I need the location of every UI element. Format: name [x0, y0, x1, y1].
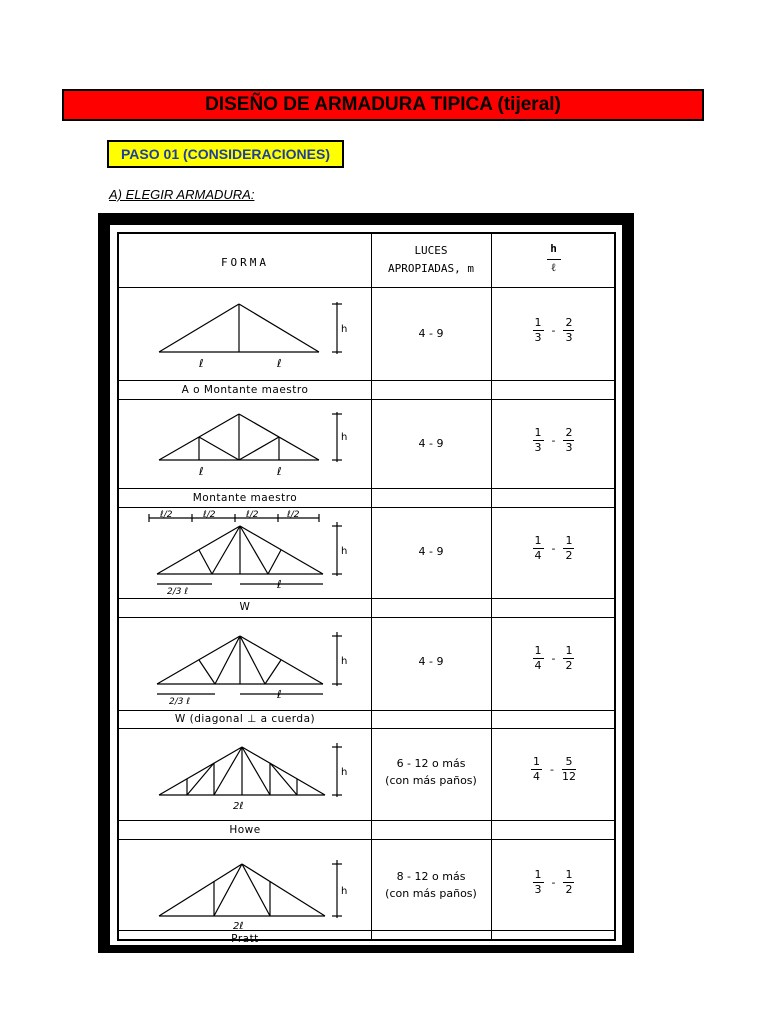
header-luces: LUCES	[414, 244, 448, 257]
truss-a-montante-maestro-drawing	[119, 288, 371, 380]
header-apropiadas: APROPIADAS, m	[387, 262, 475, 275]
luces-value: 4 - 9	[418, 655, 444, 668]
ratio-den: 4	[534, 659, 542, 672]
row-divider	[119, 380, 614, 381]
truss-name: Montante maestro	[192, 492, 298, 504]
ratio-num: 1	[565, 534, 573, 547]
ratio-den: 12	[561, 770, 576, 783]
truss-name: W	[239, 601, 251, 613]
ratio-num: 1	[533, 755, 540, 768]
luces-value: 4 - 9	[418, 437, 444, 450]
truss-name: Howe	[229, 824, 261, 836]
dim-l-label: ℓ	[277, 465, 282, 478]
ratio-num: 2	[565, 426, 573, 439]
ratio-num: 5	[562, 755, 576, 770]
dim-half-l-label: ℓ/2	[160, 510, 173, 520]
header-ratio-l: ℓ	[550, 261, 557, 274]
ratio-num: 1	[565, 644, 573, 657]
luces-value: 4 - 9	[418, 545, 444, 558]
truss-pratt-drawing	[119, 840, 371, 930]
row-divider	[119, 598, 614, 599]
dim-half-l-label: ℓ/2	[203, 510, 216, 520]
dim-two-l-label: 2ℓ	[233, 801, 244, 812]
ratio-range: $\frac{1}{4}$ - $\frac{1}{2}$	[534, 534, 573, 562]
ratio-num: 1	[534, 316, 542, 329]
ratio-num: 1	[534, 426, 542, 439]
truss-howe-drawing	[119, 729, 371, 821]
luces-value: 4 - 9	[418, 327, 444, 340]
luces-value: 8 - 12 o más	[396, 870, 466, 883]
dim-l-label: ℓ	[199, 465, 204, 478]
ratio-num: 1	[534, 534, 542, 547]
ratio-num: 1	[534, 868, 542, 881]
ratio-num: 1	[565, 868, 573, 881]
ratio-range: $\frac{1}{3}$ - $\frac{1}{2}$	[534, 868, 573, 896]
ratio-den: 2	[565, 549, 573, 562]
row-divider	[119, 710, 614, 711]
truss-w-diagonal-drawing	[119, 618, 371, 710]
row-divider	[119, 488, 614, 489]
dim-l-label: ℓ	[199, 357, 204, 370]
header-ratio-bar	[547, 259, 561, 260]
ratio-den: 2	[565, 659, 573, 672]
truss-w-drawing	[119, 508, 371, 598]
step-label: PASO 01 (CONSIDERACIONES)	[121, 146, 330, 162]
truss-name: A o Montante maestro	[181, 384, 309, 396]
truss-name: W (diagonal ⊥ a cuerda)	[174, 713, 316, 725]
dim-half-l-label: ℓ/2	[246, 510, 259, 520]
scan-paper	[110, 225, 622, 945]
subheading: A) ELEGIR ARMADURA:	[109, 187, 255, 202]
dim-two-thirds-l-label: 2/3 ℓ	[167, 587, 189, 597]
truss-name: Pratt	[231, 933, 259, 945]
luces-note: (con más paños)	[385, 774, 477, 787]
dim-h-label: h	[341, 432, 348, 443]
truss-table	[117, 232, 616, 945]
dim-two-l-label: 2ℓ	[233, 921, 244, 930]
page-title: DISEÑO DE ARMADURA TIPICA (tijeral)	[205, 94, 561, 115]
dim-l-label: ℓ	[277, 357, 282, 370]
ratio-range: $\frac{1}{3}$ - $\frac{2}{3}$	[534, 426, 573, 454]
dim-h-label: h	[341, 546, 348, 557]
ratio-den: 4	[534, 549, 542, 562]
step-box	[107, 140, 344, 168]
ratio-den: 3	[534, 331, 542, 344]
dim-h-label: h	[341, 886, 348, 897]
header-ratio-h: h	[550, 242, 557, 255]
ratio-den: 3	[565, 331, 573, 344]
luces-value: 6 - 12 o más	[396, 757, 466, 770]
ratio-den: 3	[534, 883, 542, 896]
dim-h-label: h	[341, 767, 348, 778]
scanned-table-image	[98, 213, 634, 953]
ratio-den: 4	[533, 770, 540, 783]
header-forma: FORMA	[220, 256, 270, 269]
truss-montante-maestro-drawing	[119, 400, 371, 488]
ratio-den: 3	[565, 441, 573, 454]
row-divider	[119, 930, 614, 931]
ratio-range: $\frac{1}{3}$ - $\frac{2}{3}$	[534, 316, 573, 344]
ratio-range: $\frac{1}{4}$ - $\frac{1}{2}$	[534, 644, 573, 672]
ratio-den: 3	[534, 441, 542, 454]
luces-note: (con más paños)	[385, 887, 477, 900]
dim-half-l-label: ℓ/2	[287, 510, 300, 520]
dim-h-label: h	[341, 656, 348, 667]
dim-l-label: ℓ	[277, 578, 282, 591]
ratio-num: 1	[534, 644, 542, 657]
dim-h-label: h	[341, 324, 348, 335]
ratio-den: 2	[565, 883, 573, 896]
row-divider	[119, 820, 614, 821]
title-bar	[62, 89, 704, 121]
dim-two-thirds-l-label: 2/3 ℓ	[169, 697, 191, 707]
ratio-range: $\frac{1}{4}$ - $\frac{5}{12}$	[533, 755, 576, 783]
ratio-num: 2	[565, 316, 573, 329]
dim-l-label: ℓ	[277, 688, 282, 701]
